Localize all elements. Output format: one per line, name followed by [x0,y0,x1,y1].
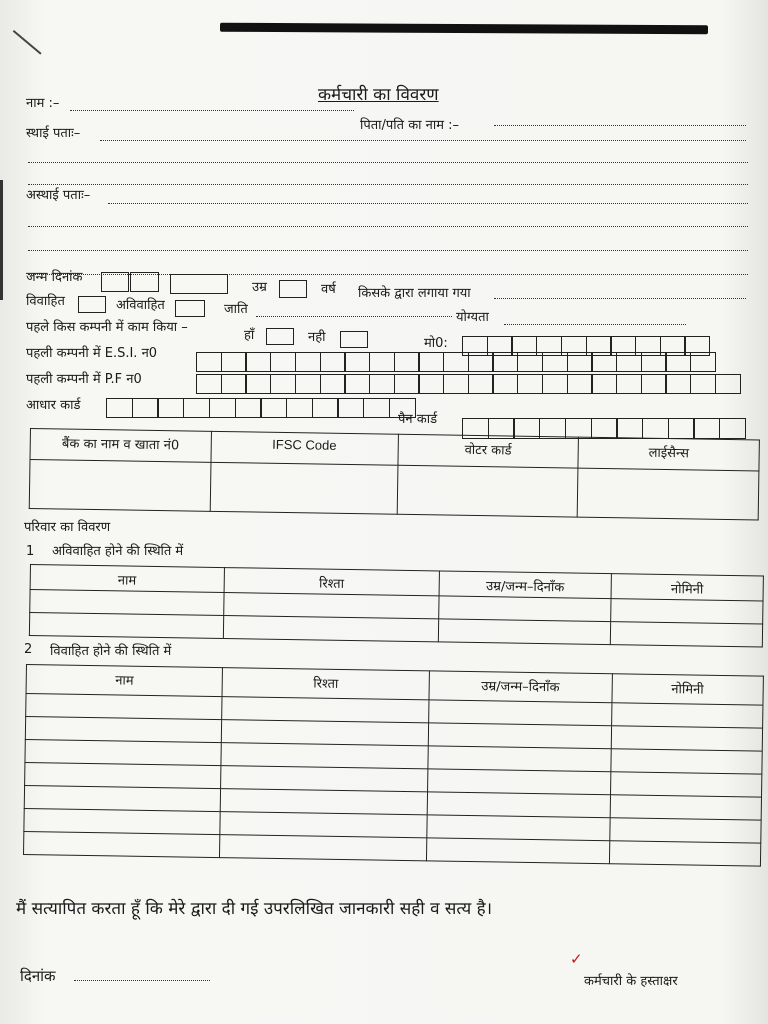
unmarried-checkbox[interactable] [175,300,205,317]
family-heading: परिवार का विवरण [24,520,111,535]
scan-edge-bar [220,23,708,35]
aadhaar-label: आधार कार्ड [26,398,81,413]
married-section-title: विवाहित होने की स्थिति में [50,644,172,659]
prev-company-label: पहले किस कम्पनी में काम किया – [26,320,188,335]
ifsc-cell[interactable] [210,462,398,514]
no-label: नही [308,330,326,345]
table-cell[interactable] [24,808,221,834]
table-cell[interactable] [222,697,429,723]
table-cell[interactable] [222,720,429,746]
qualification-label: योग्यता [456,310,489,325]
table-cell[interactable] [426,838,609,864]
table-cell[interactable] [30,590,224,616]
table-cell[interactable] [427,769,610,795]
table-cell[interactable] [609,841,761,866]
table-cell[interactable] [611,726,763,751]
unmarried-section-number: 1 [26,544,35,559]
unmarried-label: अविवाहित [116,298,165,313]
married-checkbox[interactable] [78,296,106,313]
scan-left-edge [0,180,3,300]
table-cell[interactable] [428,746,611,772]
unmarried-family-table [29,564,764,648]
qualification-field[interactable] [504,324,686,325]
father-name-label: पिता/पति का नाम :– [360,118,460,133]
permanent-address-label: स्थाई पताः– [26,126,81,141]
table-cell[interactable] [439,596,611,622]
dob-label: जन्म दिनांक [26,270,83,285]
table-cell[interactable] [610,622,762,647]
table-cell[interactable] [26,694,223,720]
dob-year-box[interactable] [170,274,228,294]
table-cell[interactable] [221,743,428,769]
check-mark-icon: ✓ [570,950,583,968]
yes-label: हाँ [244,328,255,343]
caste-label: जाति [224,302,248,317]
table-cell[interactable] [223,593,439,619]
date-label: दिनांक [20,967,56,985]
corner-mark [13,30,42,55]
table-cell[interactable] [427,815,610,841]
permanent-address-field-1[interactable] [100,140,746,141]
married-family-table [23,664,764,867]
unmarried-section-title: अविवाहित होने की स्थिति में [52,544,184,559]
pan-label: पैन कार्ड [398,412,438,427]
table-cell[interactable] [611,599,763,624]
table-cell[interactable] [428,700,611,726]
esi-label: पहली कम्पनी में E.S.I. न0 [26,346,158,361]
unmarried-header-name: नाम [30,565,224,593]
bank-header-ifsc: IFSC Code [211,431,398,465]
bank-table [29,428,760,520]
bank-header-license: लाईसैन्स [578,437,759,471]
table-cell[interactable] [25,762,222,788]
unmarried-header-relation: रिश्ता [224,568,440,596]
table-cell[interactable] [223,616,439,642]
married-header-nominee: नोमिनी [612,674,764,705]
bank-account-cell[interactable] [29,460,210,512]
referred-by-field[interactable] [494,298,746,299]
permanent-address-field-2[interactable] [28,162,748,163]
married-header-relation: रिश्ता [222,668,429,700]
table-cell[interactable] [611,703,763,728]
pf-boxes[interactable] [196,374,739,394]
aadhaar-boxes[interactable] [106,398,414,418]
name-label: नाम :– [26,96,60,111]
temporary-address-field-2[interactable] [28,226,748,227]
mobile-label: मो0: [424,336,448,351]
signature-label: कर्मचारी के हस्ताक्षर [584,974,678,989]
unmarried-header-nominee: नोमिनी [611,574,763,601]
table-cell[interactable] [610,772,762,797]
table-cell[interactable] [220,835,427,861]
married-section-number: 2 [24,642,33,657]
age-label: उम्र [252,280,267,295]
temporary-address-field-3[interactable] [28,250,748,251]
table-cell[interactable] [427,792,610,818]
married-header-age: उम्र/जन्म–दिनाँक [429,671,612,703]
table-cell[interactable] [438,619,610,645]
dob-day-box[interactable] [101,272,129,292]
married-header-name: नाम [26,665,223,697]
declaration-text: मैं सत्यापित करता हूँ कि मेरे द्वारा दी गई उपरलिखित जानकारी सही व सत्य है। [16,899,493,919]
table-cell[interactable] [428,723,611,749]
table-cell[interactable] [24,831,221,857]
married-label: विवाहित [26,294,65,309]
table-cell[interactable] [221,766,428,792]
years-label: वर्ष [321,282,336,297]
table-cell[interactable] [220,812,427,838]
voter-card-cell[interactable] [397,465,578,517]
esi-boxes[interactable] [196,352,715,372]
table-cell[interactable] [221,789,428,815]
bank-table-row [29,460,759,520]
table-cell[interactable] [25,717,222,743]
name-field[interactable] [70,110,354,111]
no-checkbox[interactable] [340,331,368,348]
table-cell[interactable] [24,785,221,811]
father-name-field[interactable] [494,125,746,126]
table-cell[interactable] [29,613,223,639]
table-cell[interactable] [609,818,761,843]
unmarried-header-age: उम्र/जन्म–दिनाँक [439,571,611,599]
pf-label: पहली कम्पनी में P.F न0 [26,372,142,387]
license-cell[interactable] [577,468,758,520]
table-cell[interactable] [611,749,763,774]
temporary-address-label: अस्थाई पताः– [26,188,91,203]
age-box[interactable] [279,280,307,298]
permanent-address-field-3[interactable] [28,184,748,185]
referred-by-label: किसके द्वारा लगाया गया [358,286,471,301]
table-cell[interactable] [25,739,222,765]
date-field[interactable] [74,980,210,981]
caste-field[interactable] [256,316,452,317]
bank-header-voter: वोटर कार्ड [397,434,578,468]
yes-checkbox[interactable] [266,328,294,345]
temporary-address-field-1[interactable] [108,203,748,204]
dob-month-box[interactable] [130,272,159,292]
bank-header-account: बैंक का नाम व खाता नं0 [30,429,211,463]
table-cell[interactable] [610,795,762,820]
form-title: कर्मचारी का विवरण [318,85,439,105]
